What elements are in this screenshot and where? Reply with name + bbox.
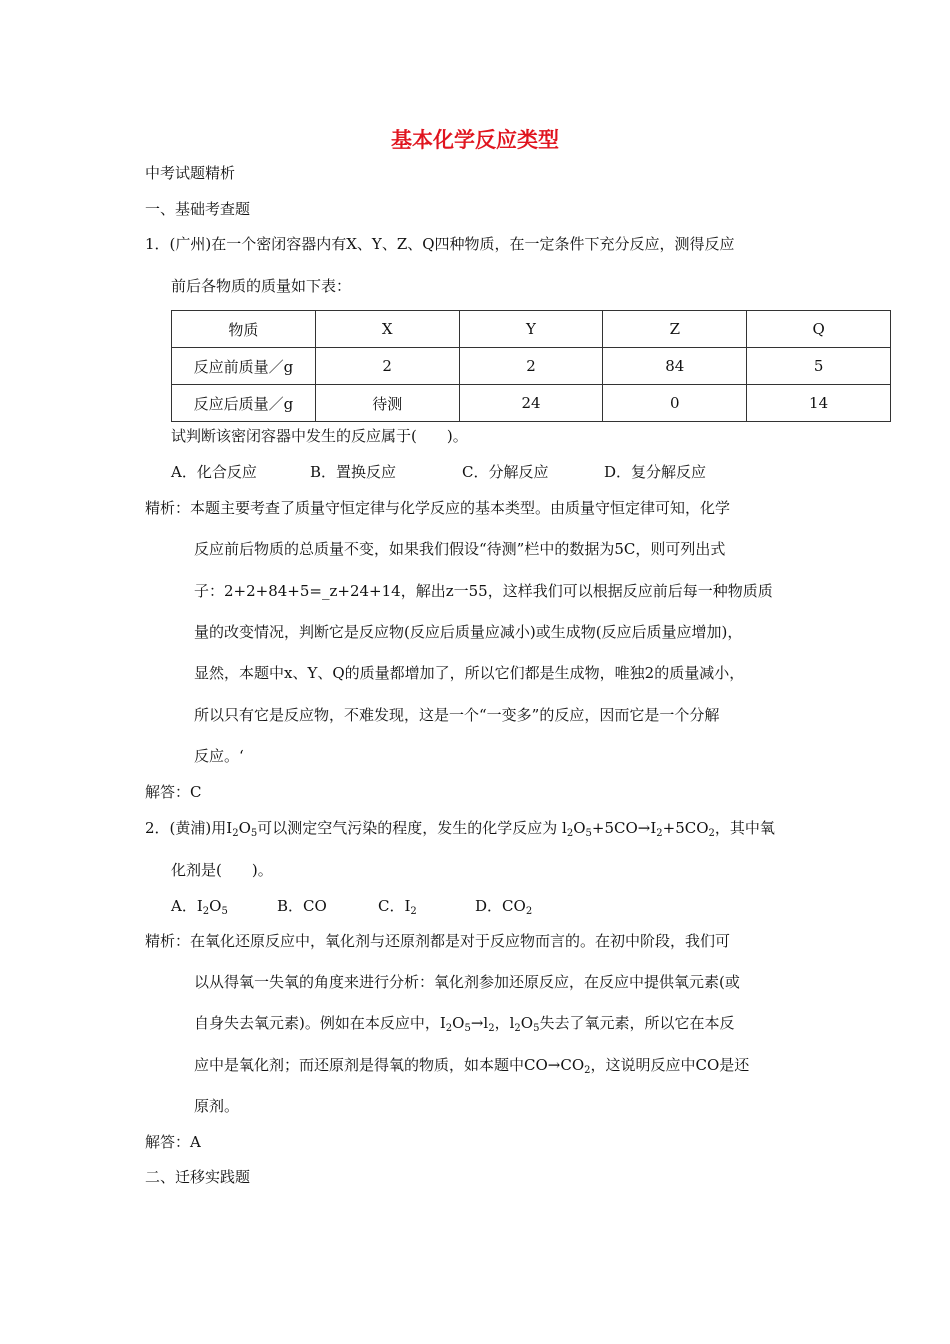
table-cell: 0 <box>603 385 747 422</box>
table-header-cell: Z <box>603 311 747 348</box>
table-cell: 2 <box>315 348 459 385</box>
q2-option-d: D．$CO_2$ <box>475 897 533 917</box>
q1-option-c: C．分解反应 <box>462 463 549 481</box>
q1-analysis-line: 显然，本题中x、Y、Q的质量都增加了，所以它们都是生成物，唯独2的质量减小， <box>194 664 745 682</box>
table-cell: 反应前质量／g <box>172 348 316 385</box>
q1-stem-line2: 前后各物质的质量如下表： <box>171 277 352 295</box>
mass-table <box>171 310 891 422</box>
table-cell: 5 <box>747 348 891 385</box>
q1-option-b: B．置换反应 <box>310 463 397 481</box>
table-header-cell: Y <box>459 311 603 348</box>
q1-answer: 解答：C <box>145 783 202 801</box>
page-title: 基本化学反应类型 <box>391 128 559 152</box>
q2-analysis-line: 精析：在氧化还原反应中，氧化剂与还原剂都是对于反应物而言的。在初中阶段，我们可 <box>145 932 731 950</box>
table-cell: 待测 <box>315 385 459 422</box>
q1-analysis-line: 子：2+2+84+5=_z+24+14，解出z一55，这样我们可以根据反应前后每一种物质质 <box>194 582 773 600</box>
table-header-cell: X <box>315 311 459 348</box>
q2-analysis-line: 原剂。 <box>194 1097 240 1115</box>
table-row <box>172 348 891 385</box>
table-row <box>172 385 891 422</box>
q1-stem-line1: 1．(广州)在一个密闭容器内有X、Y、Z、Q四种物质，在一定条件下充分反应，测得反应 <box>145 235 735 253</box>
q2-stem-line1: 2．(黄浦)用$I_2O_5$可以测定空气污染的程度，发生的化学反应为 $l_2O_5+5CO\to I_2+5CO_2$，其中氧 <box>145 819 775 839</box>
table-cell: 84 <box>603 348 747 385</box>
q2-analysis-line: 应中是氧化剂；而还原剂是得氧的物质，如本题中$CO\to CO_2$，这说明反应中CO是还 <box>194 1056 750 1076</box>
q2-option-c: C．$I_2$ <box>378 897 417 917</box>
q1-question: 试判断该密闭容器中发生的反应属于( )。 <box>171 427 468 445</box>
table-cell: 14 <box>747 385 891 422</box>
q1-analysis-line: 反应。‘ <box>194 747 244 765</box>
q2-option-a: A．$I_2O_5$ <box>171 897 228 917</box>
table-header-cell: Q <box>747 311 891 348</box>
table-header-cell: 物质 <box>172 311 316 348</box>
q1-analysis-line: 反应前后物质的总质量不变，如果我们假设“待测”栏中的数据为5C，则可列出式 <box>194 540 726 558</box>
q2-analysis-line: 自身失去氧元素)。例如在本反应中，$I_2O_5\to l_2$，$l_2O_5$失去了氧元素，所以它在本反 <box>194 1014 735 1034</box>
q1-analysis-line: 所以只有它是反应物，不难发现，这是一个“一变多”的反应，因而它是一个分解 <box>194 706 720 724</box>
table-header-row <box>172 311 891 348</box>
section-heading-basic: 一、基础考查题 <box>145 200 251 218</box>
q2-analysis-line: 以从得氧一失氧的角度来进行分析：氧化剂参加还原反应，在反应中提供氧元素(或 <box>194 973 740 991</box>
q1-analysis-line: 量的改变情况，判断它是反应物(反应后质量应减小)或生成物(反应后质量应增加)， <box>194 623 743 641</box>
table-cell: 反应后质量／g <box>172 385 316 422</box>
q2-stem-line2: 化剂是( )。 <box>171 861 273 879</box>
table-cell: 24 <box>459 385 603 422</box>
q2-answer: 解答：A <box>145 1133 201 1151</box>
q1-analysis-line: 精析：本题主要考查了质量守恒定律与化学反应的基本类型。由质量守恒定律可知，化学 <box>145 499 731 517</box>
q1-option-d: D．复分解反应 <box>604 463 707 481</box>
subtitle: 中考试题精析 <box>145 164 236 182</box>
q2-option-b: B．CO <box>277 897 327 915</box>
section-heading-transfer: 二、迁移实践题 <box>145 1168 251 1186</box>
q1-option-a: A．化合反应 <box>171 463 257 481</box>
table-cell: 2 <box>459 348 603 385</box>
